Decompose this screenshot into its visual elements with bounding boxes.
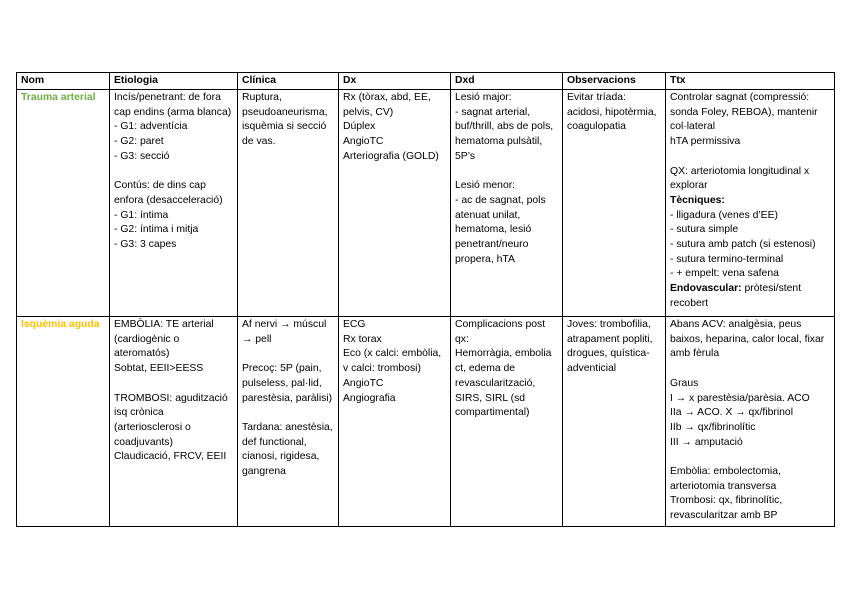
cell-observacions [563, 90, 666, 317]
blank-line [670, 450, 830, 465]
text-line: - + empelt: vena safena [670, 268, 779, 280]
text-line: Incís/penetrant: de fora cap endins (arma blanca) [114, 92, 232, 118]
cell-ttx [666, 90, 835, 317]
text-line: - G3: 3 capes [114, 239, 177, 251]
text-line: Claudicació, FRCV, EEII [114, 451, 227, 463]
cell-ttx [666, 317, 835, 527]
text-line: Hemorràgia, embolia ct, edema de revascularització, SIRS, SIRL (sd compartimental) [455, 348, 552, 419]
text-line: Embòlia: embolectomia, arteriotomia transversa [670, 466, 781, 492]
text-line: III → amputació [670, 436, 743, 448]
cell-etiologia [110, 90, 238, 317]
header-nom: Nom [17, 73, 110, 90]
text-line: Rx (tòrax, abd, EE, pelvis, CV) [343, 92, 431, 118]
cell-dxd [451, 90, 563, 317]
text-line: - lligadura (venes d’EE) [670, 209, 778, 221]
cell-dxd [451, 317, 563, 527]
header-dx: Dx [339, 73, 451, 90]
header-ttx: Ttx [666, 73, 835, 90]
text-line: AngioTC [343, 377, 384, 389]
blank-line [242, 406, 334, 421]
text-line: - ac de sagnat, pols atenuat unilat, hematoma, lesió penetrant/neuro propera, hTA [455, 194, 546, 265]
text-line: Angiografia [343, 392, 396, 404]
cell-nom [17, 317, 110, 527]
text-line: Abans ACV: analgèsia, peus baixos, heparina, calor local, fixar amb fèrula [670, 319, 825, 360]
text-line: Contús: de dins cap enfora (desacceleració) [114, 180, 223, 206]
text-line: Joves: trombofilia, atrapament popliti, drogues, quística-adventicial [567, 319, 653, 375]
text-line: Ruptura, pseudoaneurisma, isquèmia si secció de vas. [242, 92, 328, 148]
text-line: - G3: secció [114, 150, 170, 162]
text-line: - sagnat arterial, buf/thrill, abs de pols, hematoma pulsàtil, 5P’s [455, 106, 554, 162]
text-line: - sutura simple [670, 224, 739, 236]
text-line: I → x parestèsia/parèsia. ACO [670, 392, 810, 404]
cell-nom [17, 90, 110, 317]
text-line: EMBÒLIA: TE arterial (cardiogènic o ateromatós) [114, 319, 214, 360]
table-row [17, 317, 835, 527]
text-line: Trombosi: qx, fibrinolític, revascularitzar amb BP [670, 495, 783, 522]
text-line: Lesió major: [455, 92, 512, 103]
text-line: - G1: adventícia [114, 121, 188, 133]
row-name: Trauma arterial [21, 92, 96, 103]
text-line: Evitar tríada: acidosi, hipotèrmia, coagulopatia [567, 92, 657, 133]
text-line: Lesió menor: [455, 180, 516, 192]
text-line: - G2: paret [114, 136, 164, 148]
text-line: Eco (x calci: embòlia, v calci: trombosi) [343, 348, 442, 375]
text-line: Graus [670, 377, 699, 389]
blank-line [242, 347, 334, 362]
text-line: - G2: íntima i mitja [114, 224, 199, 236]
text-line: Controlar sagnat (compressió: sonda Foley, REBOA), mantenir col·lateral [670, 92, 818, 133]
header-observacions: Observacions [563, 73, 666, 90]
text-line: IIa → ACO. X → qx/fibrinol [670, 407, 793, 419]
cell-observacions [563, 317, 666, 527]
text-line: TROMBOSI: agudització isq crònica (arteriosclerosi o coadjuvants) [114, 392, 228, 448]
text-line: hTA permissiva [670, 136, 741, 148]
table-row [17, 90, 835, 317]
blank-line [670, 362, 830, 377]
text-line: Sobtat, EEII>EESS [114, 363, 204, 375]
text-line: - sutura amb patch (si estenosi) [670, 239, 816, 251]
cell-etiologia [110, 317, 238, 527]
header-row [17, 73, 835, 90]
row-name: Isquèmia aguda [21, 319, 100, 330]
bold-label: Endovascular: [670, 283, 742, 295]
cell-clinica [238, 90, 339, 317]
text-line: Dúplex [343, 121, 376, 133]
text-line: QX: arteriotomia longitudinal x explorar [670, 165, 810, 192]
text-line: ECG [343, 319, 366, 330]
blank-line [114, 377, 233, 392]
treatment-table [16, 72, 835, 527]
text-line: AngioTC [343, 136, 384, 148]
text-line: Complicacions post qx: [455, 319, 546, 345]
text-line: Rx torax [343, 333, 382, 345]
text-line: Tècniques: [670, 194, 725, 206]
text-line: Af nervi → múscul → pell [242, 319, 327, 345]
text-line: - sutura termino-terminal [670, 253, 784, 265]
cell-dx [339, 90, 451, 317]
text-line: IIb → qx/fibrinolític [670, 421, 756, 433]
text-line: Arteriografia (GOLD) [343, 150, 439, 162]
text-line: Precoç: 5P (pain, pulseless, pal·lid, parestèsia, paràlisi) [242, 363, 333, 404]
cell-dx [339, 317, 451, 527]
blank-line [114, 165, 233, 180]
text-line: - G1: íntima [114, 209, 169, 221]
blank-line [670, 150, 830, 165]
header-dxd: Dxd [451, 73, 563, 90]
cell-clinica [238, 317, 339, 527]
text-line: Tardana: anestèsia, def functional, cianosi, rigidesa, gangrena [242, 421, 333, 477]
text-line-endovascular: Endovascular: pròtesi/stent recobert [670, 283, 802, 309]
header-clinica: Clínica [238, 73, 339, 90]
blank-line [455, 165, 558, 180]
header-etiologia: Etiologia [110, 73, 238, 90]
